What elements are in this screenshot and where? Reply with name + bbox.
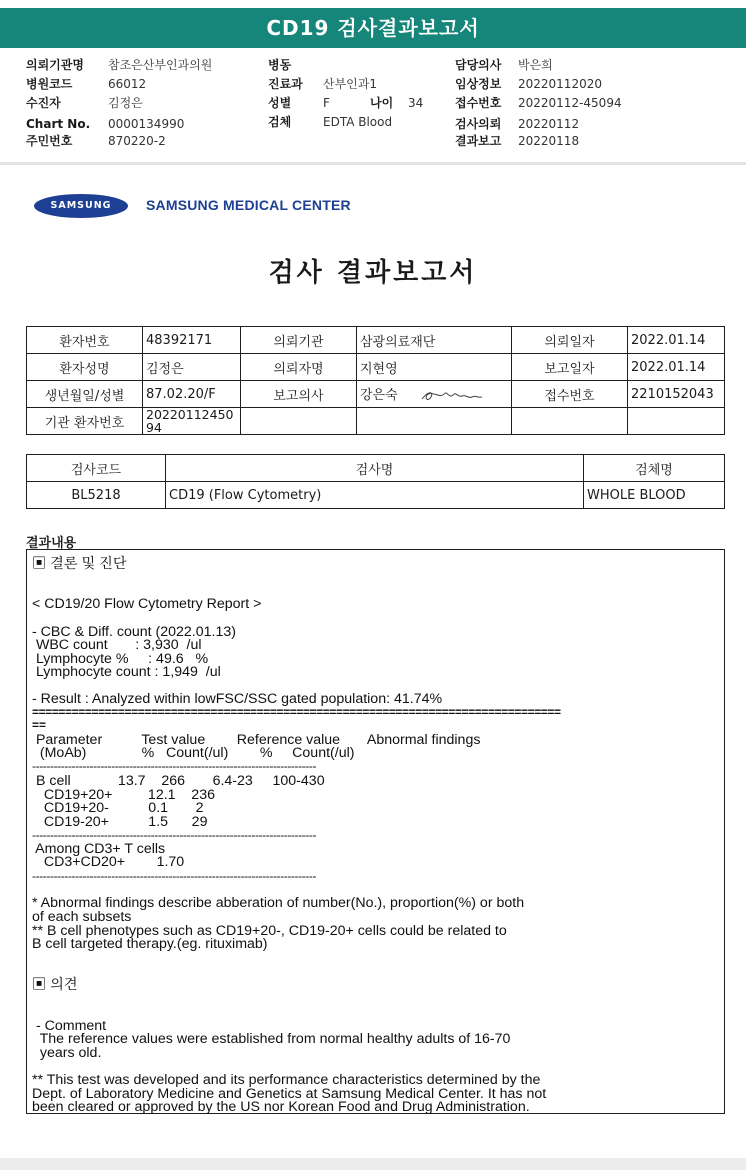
header-label: 결과보고 bbox=[455, 134, 502, 148]
header-value: EDTA Blood bbox=[323, 115, 393, 129]
result-line: * Abnormal findings describe abberation of number(No.), proportion(%) or both bbox=[32, 895, 525, 911]
field-label: 의뢰기관 bbox=[241, 327, 357, 354]
field-value-with-signature bbox=[357, 381, 512, 408]
header-row-sex-age bbox=[268, 96, 423, 110]
reporting-physician-name: 강은숙 bbox=[360, 388, 398, 404]
header-value: 박은희 bbox=[518, 58, 553, 72]
field-value: 김정은 bbox=[143, 354, 241, 381]
result-line: - CBC & Diff. count (2022.01.13) bbox=[32, 624, 236, 640]
column-header: 검사명 bbox=[166, 455, 584, 482]
result-line: ▣ 결론 및 진단 bbox=[32, 556, 127, 572]
result-line: Dept. of Laboratory Medicine and Genetics at Samsung Medical Center. It has not bbox=[32, 1086, 547, 1102]
results-box bbox=[26, 549, 725, 1114]
header-label: Chart No. bbox=[26, 117, 91, 131]
header-value: 20220112020 bbox=[518, 77, 602, 91]
field-value: 48392171 bbox=[143, 327, 241, 354]
header-row-ward bbox=[268, 58, 323, 72]
field-label: 생년월일/성별 bbox=[27, 381, 143, 408]
header-label: 담당의사 bbox=[455, 58, 502, 72]
header-row-patient bbox=[26, 96, 143, 110]
header-row-report-date bbox=[455, 134, 579, 148]
result-line: ** B cell phenotypes such as CD19+20-, CD19-20+ cells could be related to bbox=[32, 923, 507, 939]
field-value: 2210152043 bbox=[628, 381, 725, 408]
field-label: 보고일자 bbox=[512, 354, 628, 381]
result-separator: ------------------------------------------------------------------------------- bbox=[32, 869, 317, 883]
result-line: WBC count : 3,930 /ul bbox=[32, 637, 202, 653]
specimen-name: WHOLE BLOOD bbox=[584, 482, 725, 509]
result-line: CD19+20+ 12.1 236 bbox=[32, 787, 215, 803]
header-label: 병원코드 bbox=[26, 77, 73, 91]
column-header: 검체명 bbox=[584, 455, 725, 482]
result-line: been cleared or approved by the US nor Korean Food and Drug Administration. bbox=[32, 1099, 530, 1115]
field-value: 2022011245094 bbox=[143, 408, 241, 435]
header-row-specimen bbox=[268, 115, 392, 129]
footer-band bbox=[0, 1158, 746, 1170]
result-line: B cell 13.7 266 6.4-23 100-430 bbox=[32, 773, 325, 789]
result-line: ▣ 의견 bbox=[32, 977, 78, 993]
field-label: 접수번호 bbox=[512, 381, 628, 408]
header-label: 수진자 bbox=[26, 96, 61, 110]
header-row-department bbox=[268, 77, 377, 91]
result-line: ** This test was developed and its performance characteristics determined by the bbox=[32, 1072, 541, 1088]
result-line: CD3+CD20+ 1.70 bbox=[32, 854, 185, 870]
result-line: Among CD3+ T cells bbox=[32, 841, 166, 857]
header-label: 의뢰기관명 bbox=[26, 58, 84, 72]
result-line: CD19-20+ 1.5 29 bbox=[32, 814, 208, 830]
result-line: of each subsets bbox=[32, 909, 132, 925]
header-row-receipt-no bbox=[455, 96, 622, 110]
header-label-age: 나이 bbox=[370, 96, 394, 110]
table-header-row bbox=[27, 455, 725, 482]
table-row bbox=[27, 354, 725, 381]
field-label: 보고의사 bbox=[241, 381, 357, 408]
result-separator: ------------------------------------------------------------------------------- bbox=[32, 828, 317, 842]
samsung-medical-center-logo: SAMSUNG MEDICAL CENTER bbox=[146, 197, 351, 213]
result-line: Parameter Test value Reference value Abnormal findings bbox=[32, 732, 481, 748]
header-row-request-date bbox=[455, 117, 579, 131]
test-name: CD19 (Flow Cytometry) bbox=[166, 482, 584, 509]
header-label: 검체 bbox=[268, 115, 292, 129]
header-label: 주민번호 bbox=[26, 134, 73, 148]
header-value: F bbox=[323, 96, 330, 110]
table-row bbox=[27, 408, 725, 435]
header-row-clinical-info bbox=[455, 77, 602, 91]
field-label: 기관 환자번호 bbox=[27, 408, 143, 435]
signature-icon bbox=[420, 388, 492, 404]
patient-info-table bbox=[26, 326, 725, 435]
header-row-chart-no bbox=[26, 117, 184, 131]
result-line: The reference values were established from normal healthy adults of 16-70 bbox=[32, 1031, 511, 1047]
empty-cell bbox=[628, 408, 725, 435]
header-label: 임상정보 bbox=[455, 77, 502, 91]
header-label: 검사의뢰 bbox=[455, 117, 502, 131]
header-value: 20220112 bbox=[518, 117, 580, 131]
result-line: years old. bbox=[32, 1045, 102, 1061]
field-label: 의뢰일자 bbox=[512, 327, 628, 354]
result-separator: ================================================================================ bbox=[32, 705, 561, 719]
test-code: BL5218 bbox=[27, 482, 166, 509]
empty-cell bbox=[357, 408, 512, 435]
header-label: 진료과 bbox=[268, 77, 303, 91]
header-row-resident-no bbox=[26, 134, 166, 148]
result-separator: == bbox=[32, 718, 47, 732]
result-line: (MoAb) % Count(/ul) % Count(/ul) bbox=[32, 745, 355, 761]
header-row-referring-clinic bbox=[26, 58, 212, 72]
header-value: 870220-2 bbox=[108, 134, 166, 148]
header-value: 참조은산부인과의원 bbox=[108, 58, 213, 72]
result-line: B cell targeted therapy.(eg. rituximab) bbox=[32, 936, 268, 952]
field-value: 2022.01.14 bbox=[628, 327, 725, 354]
report-title: CD19 검사결과보고서 bbox=[0, 8, 746, 48]
header-row-hospital-code bbox=[26, 77, 146, 91]
result-line: Lymphocyte count : 1,949 /ul bbox=[32, 664, 221, 680]
table-row bbox=[27, 482, 725, 509]
result-line: < CD19/20 Flow Cytometry Report > bbox=[32, 596, 262, 612]
column-header: 검사코드 bbox=[27, 455, 166, 482]
header-label: 접수번호 bbox=[455, 96, 502, 110]
header-value: 김정은 bbox=[108, 96, 143, 110]
empty-cell bbox=[241, 408, 357, 435]
results-section-title: 결과내용 bbox=[26, 536, 77, 551]
header-value: 20220118 bbox=[518, 134, 580, 148]
header-row-physician bbox=[455, 58, 553, 72]
result-line: - Comment bbox=[32, 1018, 107, 1034]
header-value: 20220112-45094 bbox=[518, 96, 622, 110]
result-line: CD19+20- 0.1 2 bbox=[32, 800, 204, 816]
header-value: 66012 bbox=[108, 77, 147, 91]
field-value: 2022.01.14 bbox=[628, 354, 725, 381]
header-value: 산부인과1 bbox=[323, 77, 378, 91]
result-separator: ------------------------------------------------------------------------------- bbox=[32, 759, 317, 773]
samsung-logo-badge: SAMSUNG bbox=[34, 194, 128, 218]
field-label: 의뢰자명 bbox=[241, 354, 357, 381]
header-value: 0000134990 bbox=[108, 117, 185, 131]
field-label: 환자번호 bbox=[27, 327, 143, 354]
header-label: 성별 bbox=[268, 96, 292, 110]
field-value: 지현영 bbox=[357, 354, 512, 381]
field-value: 삼광의료재단 bbox=[357, 327, 512, 354]
field-value: 87.02.20/F bbox=[143, 381, 241, 408]
field-label: 환자성명 bbox=[27, 354, 143, 381]
table-row bbox=[27, 327, 725, 354]
header-value-age: 34 bbox=[408, 96, 424, 110]
result-line: - Result : Analyzed within lowFSC/SSC gated population: 41.74% bbox=[32, 691, 443, 707]
table-row bbox=[27, 381, 725, 408]
document-title: 검사 결과보고서 bbox=[268, 258, 478, 288]
header-label: 병동 bbox=[268, 58, 292, 72]
result-line: Lymphocyte % : 49.6 % bbox=[32, 651, 209, 667]
header-divider bbox=[0, 162, 746, 165]
empty-cell bbox=[512, 408, 628, 435]
test-info-table bbox=[26, 454, 725, 509]
